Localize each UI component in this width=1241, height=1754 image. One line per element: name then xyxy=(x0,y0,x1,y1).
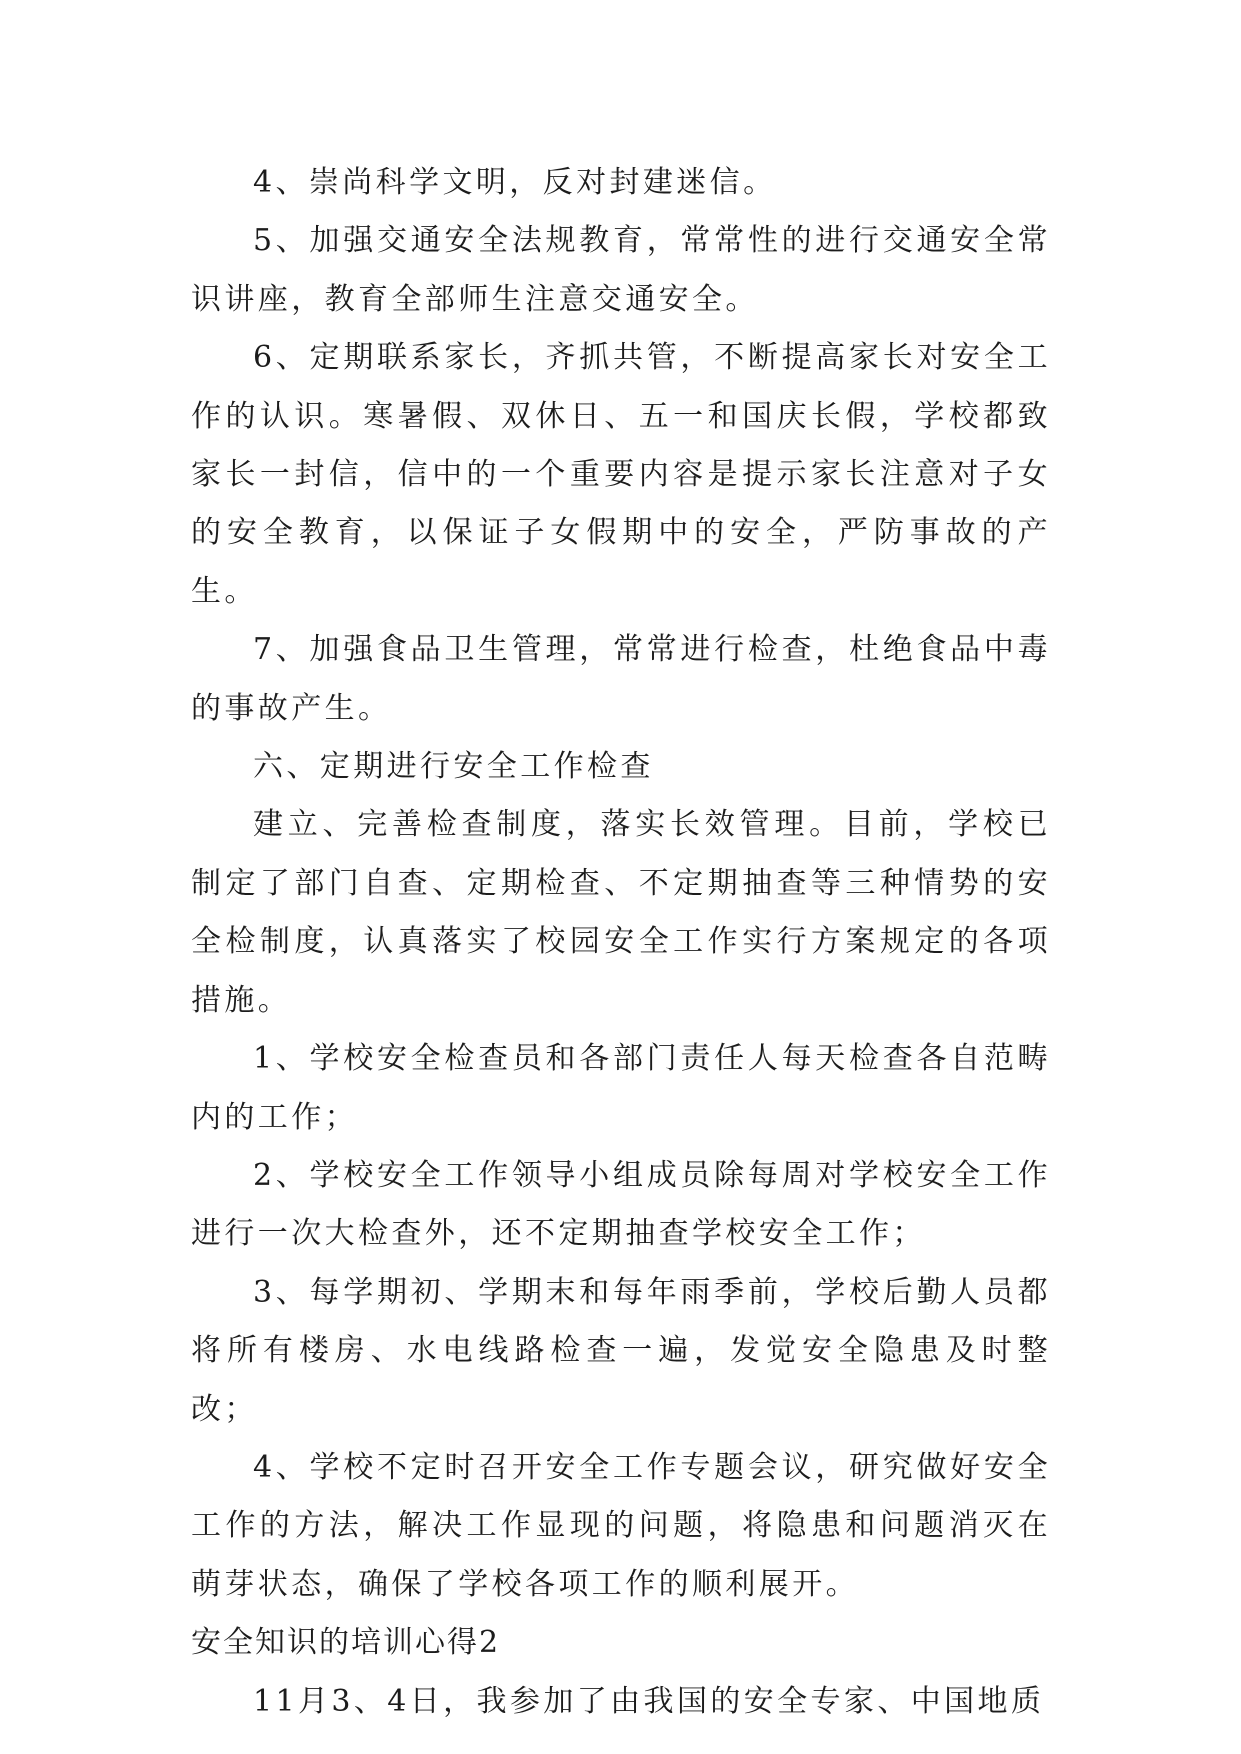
paragraph: 4、崇尚科学文明，反对封建迷信。 xyxy=(253,165,777,200)
paragraph: 1、学校安全检查员和各部门责任人每天检查各自范畴内的工作； xyxy=(191,1041,1051,1135)
section-heading: 六、定期进行安全工作检查 xyxy=(253,749,654,785)
subtitle: 安全知识的培训心得2 xyxy=(191,1625,501,1661)
paragraph: 11月3、4日，我参加了由我国的安全专家、中国地质 xyxy=(253,1683,1045,1719)
paragraph: 建立、完善检查制度，落实长效管理。目前，学校已制定了部门自查、定期检查、不定期抽查等三种情势的安全检制度，认真落实了校园安全工作实行方案规定的各项措施。 xyxy=(191,807,1051,1018)
paragraph: 2、学校安全工作领导小组成员除每周对学校安全工作进行一次大检查外，还不定期抽查学校安全工作； xyxy=(191,1157,1051,1252)
document-body xyxy=(191,154,1051,1731)
paragraph: 5、加强交通安全法规教育，常常性的进行交通安全常识讲座，教育全部师生注意交通安全。 xyxy=(191,223,1051,317)
paragraph: 3、每学期初、学期末和每年雨季前，学校后勤人员都将所有楼房、水电线路检查一遍，发觉安全隐患及时整改； xyxy=(191,1274,1051,1427)
paragraph: 6、定期联系家长，齐抓共管，不断提高家长对安全工作的认识。寒暑假、双休日、五一和国庆长假，学校都致家长一封信，信中的一个重要内容是提示家长注意对子女的安全教育，以保证子女假期中的安全，严防事故的产生。 xyxy=(191,340,1051,609)
paragraph: 7、加强食品卫生管理，常常进行检查，杜绝食品中毒的事故产生。 xyxy=(191,632,1051,726)
paragraph: 4、学校不定时召开安全工作专题会议，研究做好安全工作的方法，解决工作显现的问题，将隐患和问题消灭在萌芽状态，确保了学校各项工作的顺利展开。 xyxy=(191,1449,1051,1602)
